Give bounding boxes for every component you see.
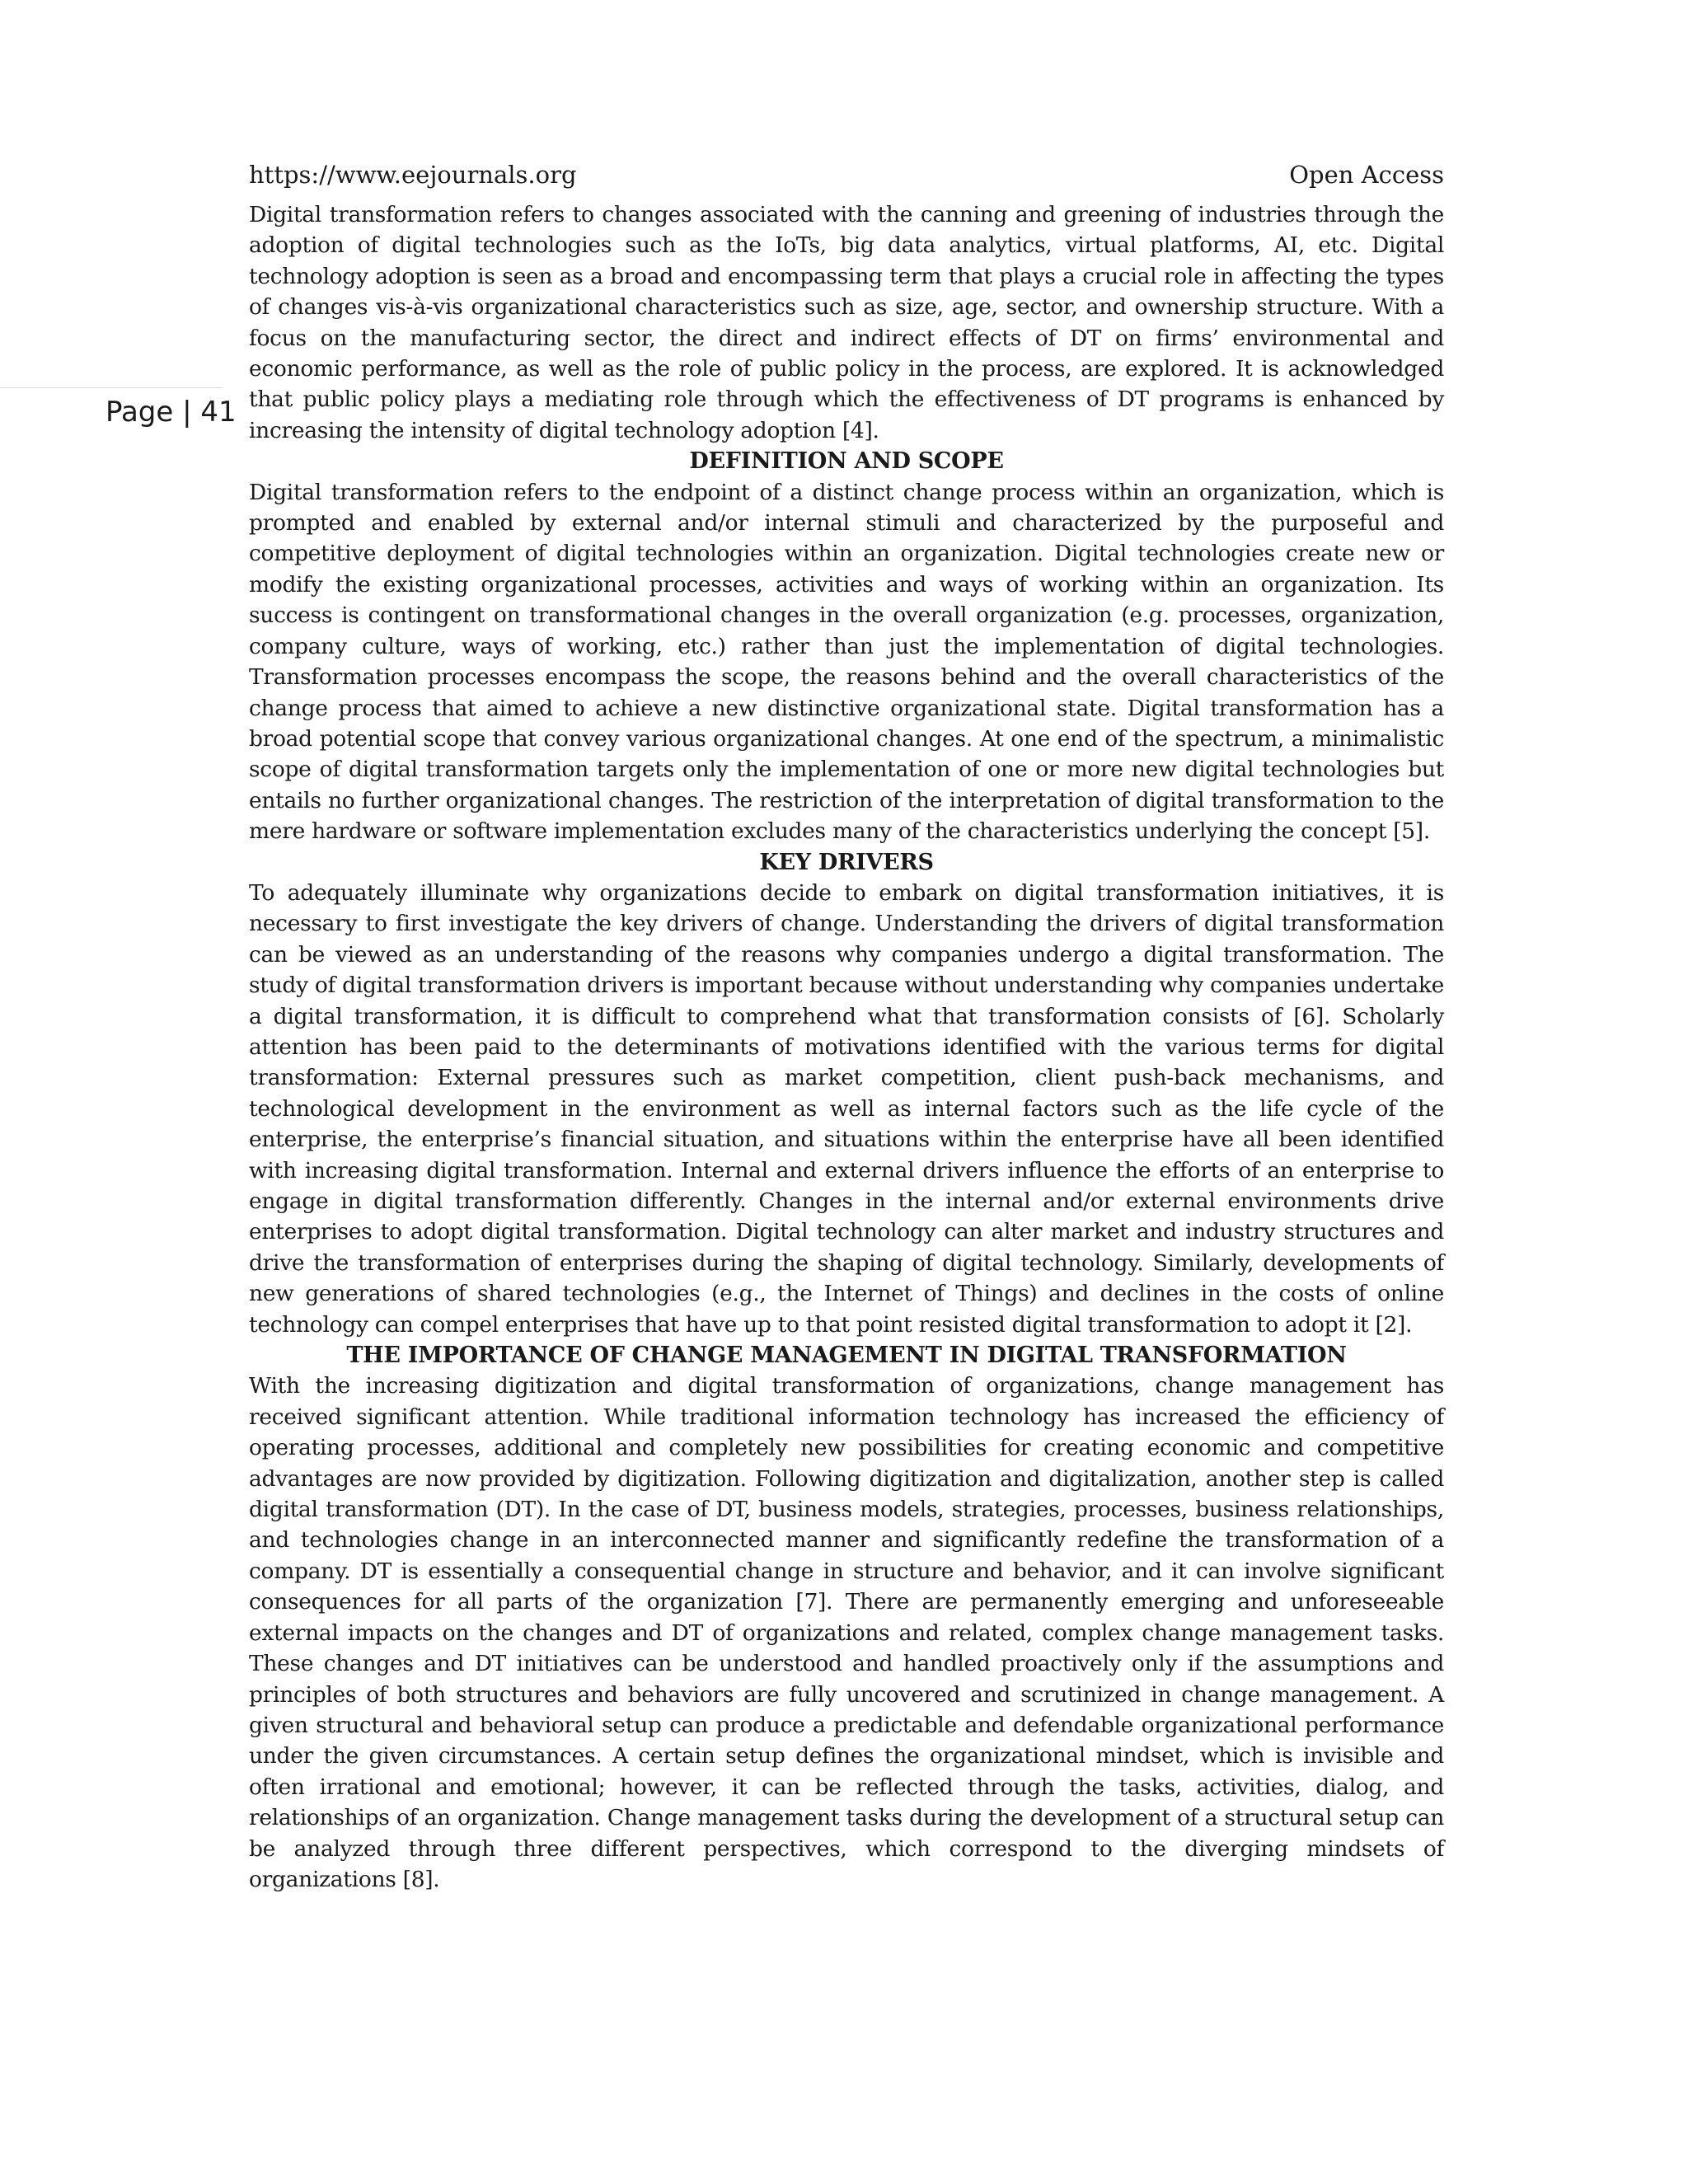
change-management-paragraph: With the increasing digitization and digital transformation of organizations, change management has received significant attention. While traditional information technology has increased the efficiency of operating processes, additional and completely new possibilities for creating economic and competitive advantages are now provided by digitization. Following digitization and digitalization, another step is called digital transformation (DT). In the case of DT, business models, strategies, processes, business relationships, and technologies change in an interconnected manner and significantly redefine the transformation of a company. DT is essentially a consequential change in structure and behavior, and it can involve significant consequences for all parts of the organization [7]. There are permanently emerging and unforeseeable external impacts on the changes and DT of organizations and related, complex change management tasks. These changes and DT initiatives can be understood and handled proactively only if the assumptions and principles of both structures and behaviors are fully uncovered and scrutinized in change management. A given structural and behavioral setup can produce a predictable and defendable organizational performance under the given circumstances. A certain setup defines the organizational mindset, which is invisible and often irrational and emotional; however, it can be reflected through the tasks, activities, dialog, and relationships of an organization. Change management tasks during the development of a structural setup can be analyzed through three different perspectives, which correspond to the diverging mindsets of organizations [8].	[249, 1373, 1444, 1892]
open-access-label: Open Access	[1289, 161, 1444, 189]
page-number: Page | 41	[106, 396, 237, 429]
definition-paragraph: Digital transformation refers to the endpoint of a distinct change process within an organization, which is prompted and enabled by external and/or internal stimuli and characterized by the purposeful and competitive deployment of digital technologies within an organization. Digital technologies create new or modify the existing organizational processes, activities and ways of working within an organization. Its success is contingent on transformational changes in the overall organization (e.g. processes, organization, company culture, ways of working, etc.) rather than just the implementation of digital technologies. Transformation processes encompass the scope, the reasons behind and the overall characteristics of the change process that aimed to achieve a new distinctive organizational state. Digital transformation has a broad potential scope that convey various organizational changes. At one end of the spectrum, a minimalistic scope of digital transformation targets only the implementation of one or more new digital technologies but entails no further organizational changes. The restriction of the interpretation of digital transformation to the mere hardware or software implementation excludes many of the characteristics underlying the concept [5].	[249, 479, 1444, 845]
article-body	[249, 199, 1444, 1895]
running-header	[249, 160, 1444, 190]
key-drivers-paragraph: To adequately illuminate why organizations decide to embark on digital transformation initiatives, it is necessary to first investigate the key drivers of change. Understanding the drivers of digital transformation can be viewed as an understanding of the reasons why companies undergo a digital transformation. The study of digital transformation drivers is important because without understanding why companies undertake a digital transformation, it is difficult to comprehend what that transformation consists of [6]. Scholarly attention has been paid to the determinants of motivations identified with the various terms for digital transformation: External pressures such as market competition, client push-back mechanisms, and technological development in the environment as well as internal factors such as the life cycle of the enterprise, the enterprise’s financial situation, and situations within the enterprise have all been identified with increasing digital transformation. Internal and external drivers influence the efforts of an enterprise to engage in digital transformation differently. Changes in the internal and/or external environments drive enterprises to adopt digital transformation. Digital technology can alter market and industry structures and drive the transformation of enterprises during the shaping of digital technology. Similarly, developments of new generations of shared technologies (e.g., the Internet of Things) and declines in the costs of online technology can compel enterprises that have up to that point resisted digital transformation to adopt it [2].	[249, 879, 1444, 1338]
section-heading-change-management: THE IMPORTANCE OF CHANGE MANAGEMENT IN DIGITAL TRANSFORMATION	[346, 1343, 1347, 1369]
journal-url[interactable]: https://www.eejournals.org	[249, 161, 577, 189]
section-heading-definition: DEFINITION AND SCOPE	[689, 448, 1004, 475]
section-heading-key-drivers: KEY DRIVERS	[759, 849, 934, 875]
margin-divider	[0, 387, 223, 388]
intro-paragraph: Digital transformation refers to changes associated with the canning and greening of industries through the adoption of digital technologies such as the IoTs, big data analytics, virtual platforms, AI, etc. Digital technology adoption is seen as a broad and encompassing term that plays a crucial role in affecting the types of changes vis-à-vis organizational characteristics such as size, age, sector, and ownership structure. With a focus on the manufacturing sector, the direct and indirect effects of DT on firms’ environmental and economic performance, as well as the role of public policy in the process, are explored. It is acknowledged that public policy plays a mediating role through which the effectiveness of DT programs is enhanced by increasing the intensity of digital technology adoption [4].	[249, 202, 1444, 443]
